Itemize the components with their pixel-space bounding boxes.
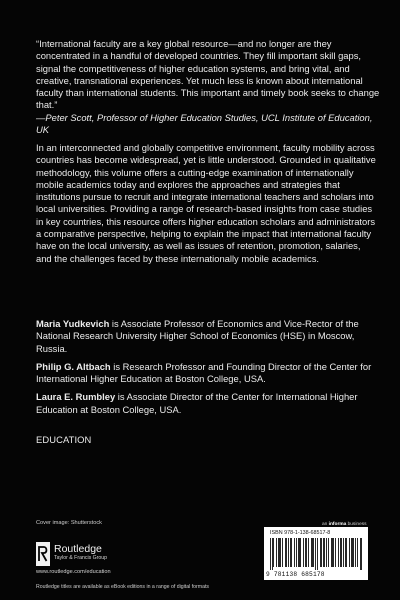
publisher-group: Taylor & Francis Group xyxy=(54,555,108,561)
barcode-bar xyxy=(315,538,316,570)
endorsement-quote xyxy=(36,38,381,136)
quote-attribution: —Peter Scott, Professor of Higher Education Studies, UCL Institute of Education, UK xyxy=(36,111,373,136)
publisher-logo xyxy=(36,542,186,575)
barcode-bar xyxy=(280,538,281,567)
barcode-bar xyxy=(331,538,332,567)
barcode-icon xyxy=(270,538,362,570)
barcode-bar xyxy=(290,538,291,567)
ebook-footnote: Routledge titles are available as eBook editions in a range of digital formats xyxy=(36,584,210,590)
barcode-bar xyxy=(273,538,274,567)
barcode-bar xyxy=(353,538,354,567)
barcode-bar xyxy=(324,538,325,567)
barcode-bar xyxy=(357,538,358,567)
barcode-bar xyxy=(317,538,318,570)
barcode-bar xyxy=(355,538,356,567)
barcode-bar xyxy=(323,538,324,567)
barcode-bar xyxy=(328,538,329,567)
barcode-bar xyxy=(335,538,336,567)
barcode-bar xyxy=(303,538,304,567)
barcode-bar xyxy=(308,538,309,567)
barcode-bar xyxy=(341,538,342,567)
publisher-url[interactable]: www.routledge.com/education xyxy=(36,569,111,575)
barcode-bar xyxy=(361,538,362,570)
barcode-bar xyxy=(291,538,292,567)
author-bio xyxy=(36,318,376,355)
barcode-bar xyxy=(338,538,339,567)
barcode-bar xyxy=(312,538,313,567)
informa-prefix: an xyxy=(322,522,329,527)
barcode-bar xyxy=(286,538,287,567)
author-bio-text: is Associate Professor of Economics and Vice-Rector of the National Research University Higher School of Economics (HSE) in Moscow, Russia. xyxy=(36,318,359,354)
isbn-barcode xyxy=(264,527,368,580)
barcode-bar xyxy=(306,538,307,567)
author-name: Laura E. Rumbley xyxy=(36,391,116,403)
barcode-digits: 9 781138 685178 xyxy=(266,571,325,578)
barcode-bar xyxy=(333,538,334,567)
cover-credit: Cover image: Shutterstock xyxy=(36,520,102,526)
barcode-bar xyxy=(351,538,352,567)
barcode-bar xyxy=(294,538,295,567)
barcode-bar xyxy=(321,538,322,567)
author-bio xyxy=(36,391,376,416)
barcode-bar xyxy=(320,538,321,567)
barcode-bar xyxy=(326,538,327,567)
informa-brand: informa xyxy=(328,522,347,527)
subject-category: EDUCATION xyxy=(36,434,92,445)
barcode-bar xyxy=(279,538,280,567)
barcode-bar xyxy=(332,538,333,567)
barcode-bar xyxy=(285,538,286,567)
barcode-bar xyxy=(345,538,346,567)
author-name: Maria Yudkevich xyxy=(36,318,110,329)
barcode-bar xyxy=(278,538,279,567)
barcode-bar xyxy=(276,538,277,567)
barcode-bar xyxy=(352,538,353,567)
routledge-logo-icon xyxy=(36,542,50,566)
barcode-bar xyxy=(272,538,273,570)
barcode-bar xyxy=(313,538,314,567)
barcode-bar xyxy=(346,538,347,567)
author-name: Philip G. Altbach xyxy=(36,360,111,372)
publisher-name: Routledge xyxy=(54,543,102,555)
author-bio-text: is Associate Director of the Center for International Higher Education at Boston College, USA. xyxy=(36,391,358,415)
isbn-label: ISBN 978-1-138-68517-8 xyxy=(270,530,331,536)
barcode-bar xyxy=(282,538,283,567)
author-bio xyxy=(36,361,376,386)
barcode-bar xyxy=(340,538,341,567)
barcode-bar xyxy=(270,538,271,570)
barcode-bar xyxy=(288,538,289,567)
barcode-bar xyxy=(300,538,301,567)
barcode-bar xyxy=(343,538,344,567)
barcode-bar xyxy=(296,538,297,567)
informa-suffix: business xyxy=(346,522,367,527)
barcode-bar xyxy=(349,538,350,567)
book-description: In an interconnected and globally competitive environment, faculty mobility across countries has become widespread, yet is little understood. Grounded in qualitative methodology, this volume offers a cutting-edge examination of internationally mobile academics today and explores the approaches and strategies that institutions pursue to recruit and integrate international teachers and scholars into local universities. Providing a range of research-based insights from case studies in key countries, this resource offers higher education scholars and administrators a comparative perspective, helping to explain the impact that international faculty have on the local university, as well as issues of retention, promotion, salaries, and the challenges faced by these internationally mobile academics. xyxy=(36,142,376,264)
barcode-bar xyxy=(360,538,361,570)
quote-text: “International faculty are a key global resource—and no longer are they concentrated in a handful of developed countries. They fill important skill gaps, signal the competitiveness of higher education systems, and bring vital, and creative, transnational experiences. Yet much less is known about international faculty than international students. This important and timely book seeks to change that.” xyxy=(36,38,380,111)
barcode-bar xyxy=(305,538,306,567)
barcode-bar xyxy=(311,538,312,567)
author-bios xyxy=(36,318,376,422)
author-bio-text: is Research Professor and Founding Director of the Center for International Higher Education at Boston College, USA. xyxy=(36,360,372,385)
barcode-bar xyxy=(298,538,299,567)
barcode-bar xyxy=(299,538,300,567)
